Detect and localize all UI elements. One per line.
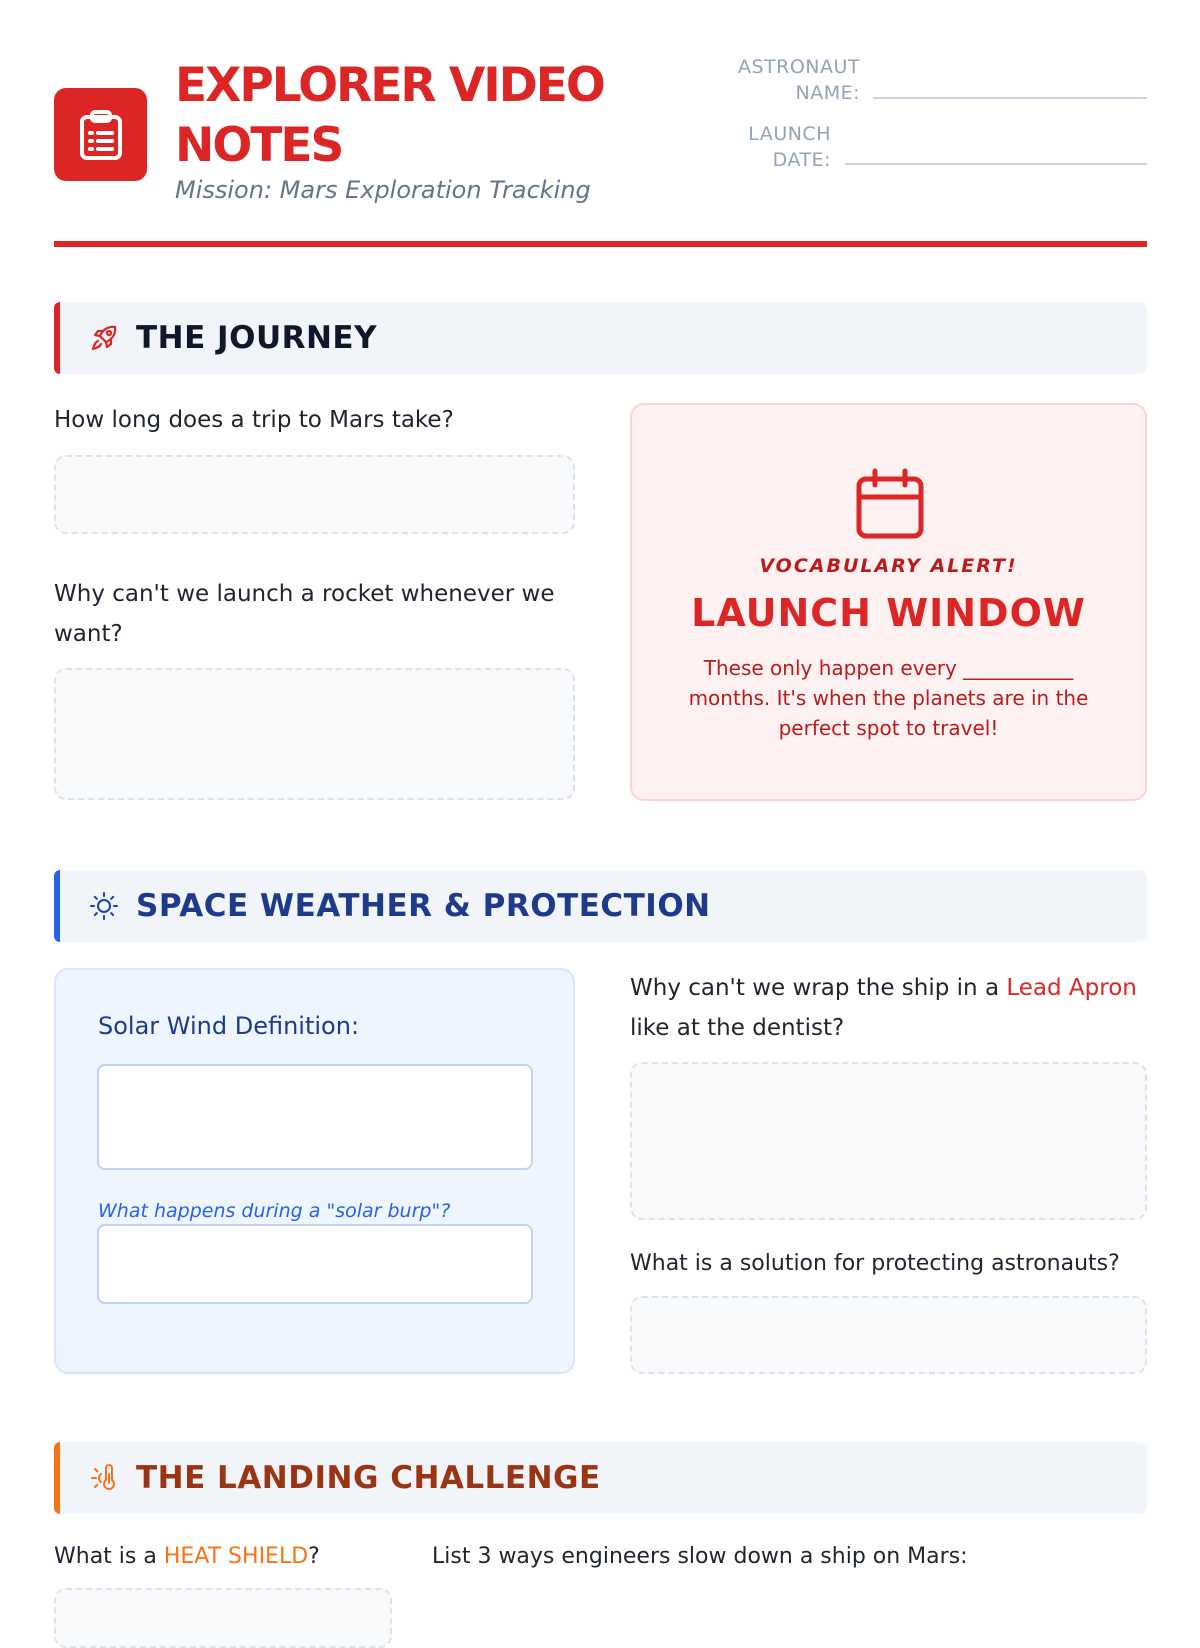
landing-section-title: THE LANDING CHALLENGE: [136, 1460, 601, 1496]
launch-date-field[interactable]: [845, 163, 1147, 165]
solar-burp-input[interactable]: [97, 1224, 533, 1304]
answer-box-heat-shield[interactable]: [54, 1588, 392, 1648]
answer-box-protect-astronauts[interactable]: [630, 1296, 1147, 1374]
clipboard-logo: [54, 88, 147, 181]
landing-section-header: [54, 1442, 1147, 1514]
answer-box-trip-length[interactable]: [54, 455, 575, 534]
vocabulary-term: LAUNCH WINDOW: [691, 591, 1086, 635]
weather-section-header: [54, 870, 1147, 942]
question-lead-apron: [630, 968, 1147, 1048]
solar-wind-definition-input[interactable]: [97, 1064, 533, 1170]
question-lead-apron-end: like at the dentist?: [630, 1015, 845, 1041]
header-divider: [54, 241, 1147, 247]
page-title: EXPLORER VIDEO NOTES: [175, 58, 604, 173]
question-trip-length: How long does a trip to Mars take?: [54, 407, 454, 433]
solar-burp-question: What happens during a "solar burp"?: [98, 1200, 451, 1222]
clipboard-icon: [78, 109, 124, 161]
solar-wind-card: [54, 968, 575, 1374]
question-heat-shield-end: ?: [308, 1544, 320, 1569]
lead-apron-highlight: Lead Apron: [1006, 975, 1137, 1001]
solar-wind-label: Solar Wind Definition:: [98, 1012, 360, 1040]
answer-box-lead-apron[interactable]: [630, 1062, 1147, 1220]
question-heat-shield-text: What is a: [54, 1544, 164, 1569]
journey-section-header: [54, 302, 1147, 374]
vocabulary-card: [630, 403, 1147, 801]
sun-icon: [88, 890, 120, 922]
vocabulary-definition: These only happen every ___________ months. It's when the planets are in the perfect spot to travel!: [688, 656, 1089, 740]
page-subtitle: Mission: Mars Exploration Tracking: [175, 176, 591, 204]
question-protect-astronauts: What is a solution for protecting astronauts?: [630, 1251, 1120, 1276]
heat-shield-highlight: HEAT SHIELD: [163, 1544, 309, 1569]
question-launch-timing: Why can't we launch a rocket whenever we want?: [54, 581, 555, 647]
astronaut-name-label: ASTRONAUT NAME:: [737, 56, 860, 104]
rocket-icon: [88, 322, 120, 354]
calendar-icon: [854, 467, 926, 541]
question-heat-shield: [54, 1537, 414, 1577]
thermometer-icon: [88, 1462, 120, 1494]
journey-section-title: THE JOURNEY: [136, 320, 378, 356]
question-lead-apron-text: Why can't we wrap the ship in a: [630, 975, 1007, 1001]
vocabulary-eyebrow: VOCABULARY ALERT!: [759, 555, 1018, 577]
answer-box-launch-timing[interactable]: [54, 668, 575, 800]
weather-section-title: SPACE WEATHER & PROTECTION: [136, 888, 711, 924]
launch-date-label: LAUNCH DATE:: [748, 123, 831, 171]
astronaut-name-field[interactable]: [873, 97, 1147, 99]
question-slow-down: List 3 ways engineers slow down a ship on Mars:: [432, 1544, 968, 1569]
